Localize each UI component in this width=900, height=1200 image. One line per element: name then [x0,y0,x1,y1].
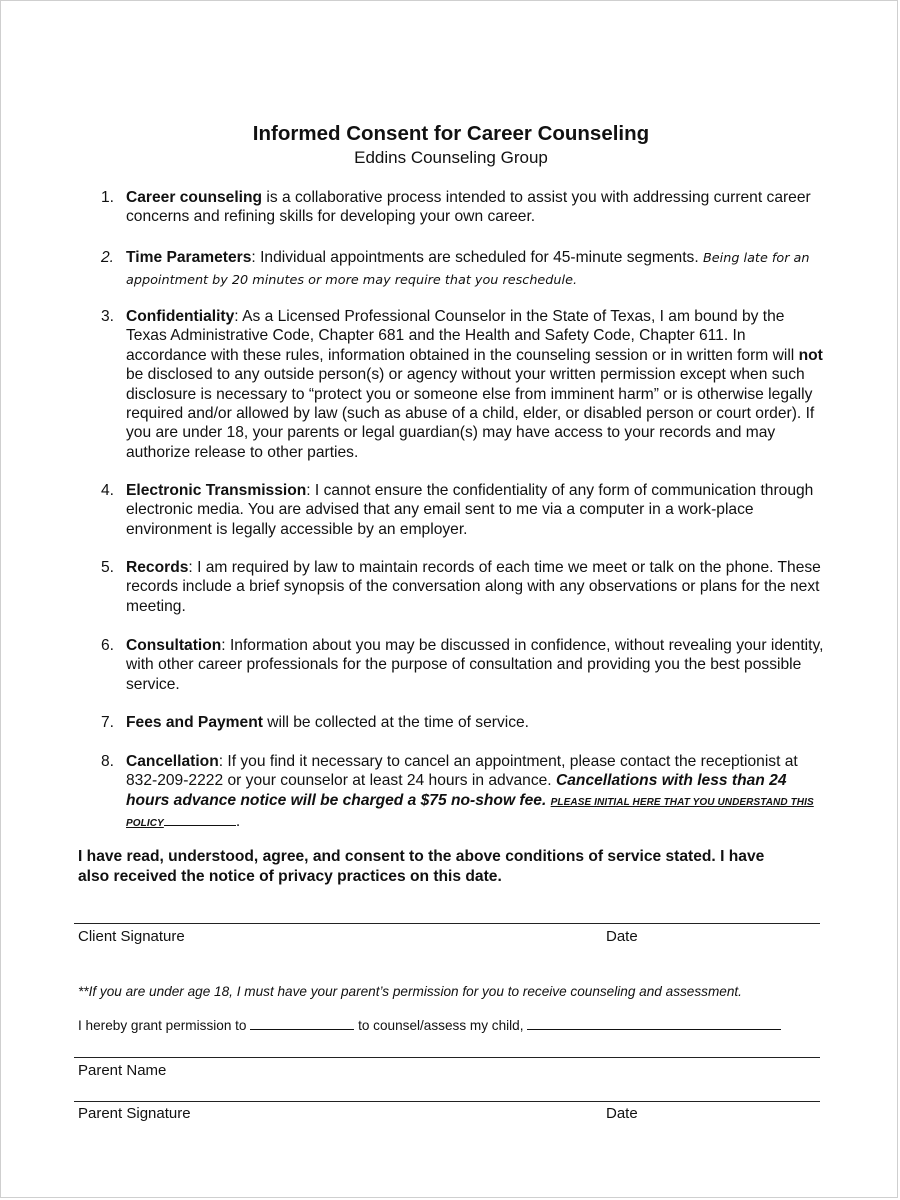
list-item-fees-and-payment [101,713,826,732]
item-text: : I cannot ensure the confidentiality of any form of communication through electronic media. You are advised that any email sent to me via a computer in a work-place environment is legally accessible by an employer. [126,482,814,538]
item-text-part-b: be disclosed to any outside person(s) or agency without your written permission except when such disclosure is necessary to “protect you or someone else from imminent harm” or is otherwise legally required and/or allowed by law (such as abuse of a child, elder, or disabled person or court order). If you are under 18, your parents or legal guardian(s) may have access to your records and may authorize release to other parties. [126,366,815,461]
item-term: Records [126,559,189,576]
late-policy-note: Being late for an appointment by 20 minutes or more may require that you reschedule. [126,251,810,288]
grant-prefix: I hereby grant permission to [78,1018,247,1033]
item-number: 8. [101,753,115,770]
item-number: 6. [101,637,115,654]
initial-blank-field[interactable] [164,825,236,826]
grant-middle: to counsel/assess my child, [358,1018,524,1033]
list-item-time-parameters [101,247,826,291]
item-text: is a collaborative process intended to assist you with addressing current career concerns and refining skills for developing your own career. [126,189,811,226]
minor-permission-note: **If you are under age 18, I must have your parent’s permission for you to receive counseling and assessment. [78,984,742,999]
item-text: : Individual appointments are scheduled for 45-minute segments. [251,249,704,266]
item-number: 2. [101,249,115,266]
initial-prompt: PLEASE INITIAL HERE THAT YOU UNDERSTAND THIS POLICY [126,796,814,830]
item-term: Electronic Transmission [126,482,307,499]
item-text: : I am required by law to maintain records of each time we meet or talk on the phone. These records include a brief synopsis of the conversation along with any observations or plans for the next meeting. [126,559,821,615]
document-subtitle: Eddins Counseling Group [354,148,548,167]
item-term: Time Parameters [126,249,252,266]
item-term: Career counseling [126,189,263,206]
parent-date-label: Date [606,1105,638,1122]
no-show-fee-note: Cancellations with less than 24 hours advance notice will be charged a $75 no-show fee. [126,772,787,809]
document-title: Informed Consent for Career Counseling [252,122,650,145]
item-number: 5. [101,559,115,576]
parent-name-label: Parent Name [78,1062,167,1079]
item-text-part-a: : As a Licensed Professional Counselor in the State of Texas, I am bound by the Texas Administrative Code, Chapter 681 and the Health and Safety Code, Chapter 611. In accordance with these rules, information obtained in the counseling session or in written form will [126,308,799,364]
list-item-confidentiality [101,307,826,462]
list-item-electronic-transmission [101,481,826,539]
item-term: Consultation [126,637,222,654]
parent-name-line[interactable] [74,1057,820,1058]
item-term: Fees and Payment [126,714,263,731]
item-term: Confidentiality [126,308,235,325]
list-item-records [101,558,826,616]
child-name-field[interactable] [527,1029,781,1030]
list-item-cancellation [101,752,826,834]
client-date-label: Date [606,928,638,945]
counselor-name-field[interactable] [250,1029,354,1030]
item-number: 3. [101,308,115,325]
client-signature-label: Client Signature [78,928,185,945]
item-term: Cancellation [126,753,219,770]
item-number: 7. [101,714,115,731]
item-text: : If you find it necessary to cancel an appointment, please contact the receptionist at 832-209-2222 or your counselor at least 24 hours in advance. [126,753,798,790]
list-item-consultation [101,636,826,694]
item-text: : Information about you may be discussed in confidence, without revealing your identity, with other career professionals for the purpose of consultation and providing you the best possible service. [126,637,824,693]
initial-end: . [235,813,241,831]
consent-statement: I have read, understood, agree, and consent to the above conditions of service stated. I have also received the notice of privacy practices on this date. [78,848,765,885]
item-text: will be collected at the time of service. [262,714,530,731]
list-item-career-counseling [101,188,826,227]
parent-signature-label: Parent Signature [78,1105,191,1122]
item-number: 1. [101,189,115,206]
item-emphasis: not [798,346,823,364]
grant-permission-line [78,1018,781,1033]
client-signature-line[interactable] [74,923,820,924]
parent-signature-line[interactable] [74,1101,820,1102]
item-number: 4. [101,482,115,499]
